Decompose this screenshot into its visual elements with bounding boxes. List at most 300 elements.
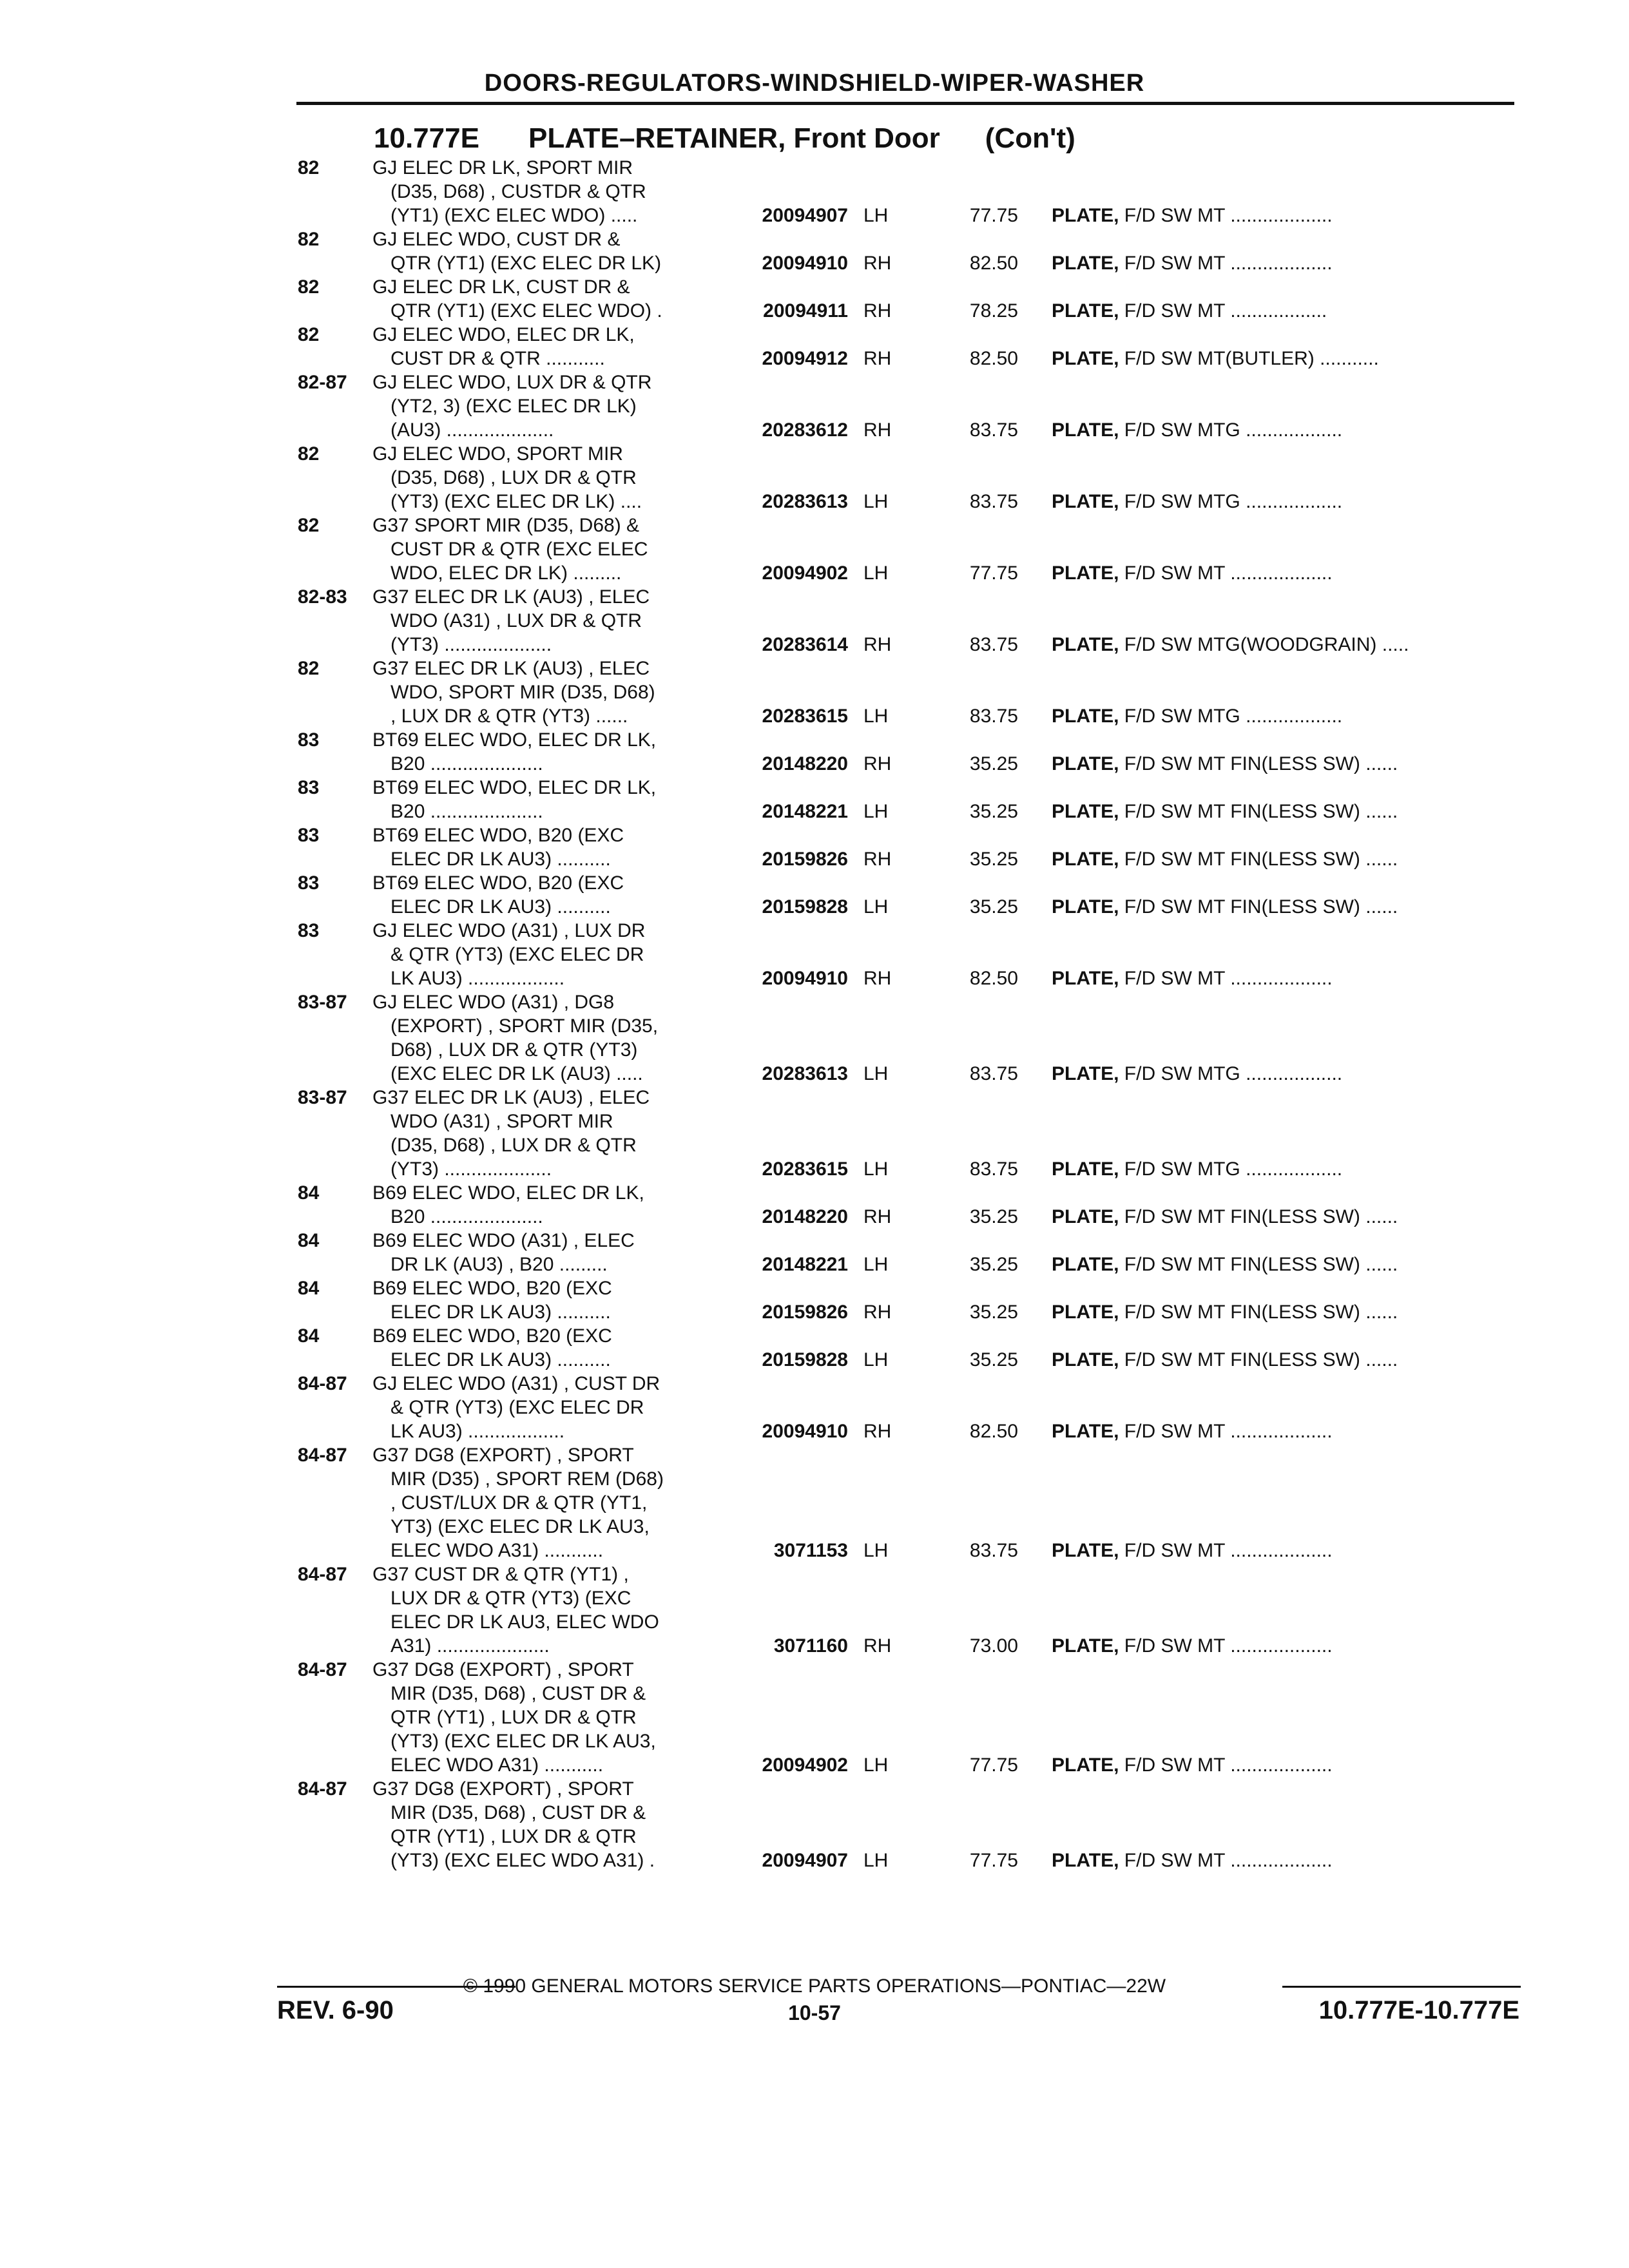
part-name-keyword: PLATE,	[1052, 968, 1119, 989]
parts-entry	[0, 1181, 1629, 1229]
part-name-detail: F/D SW MT ...................	[1119, 1850, 1333, 1871]
parts-entry-line	[0, 680, 1629, 704]
usage-description: YT3) (EXC ELEC DR LK AU3,	[390, 1516, 650, 1537]
side-code: LH	[863, 801, 889, 822]
parts-list	[0, 156, 1629, 1872]
model-year: 84-87	[298, 1564, 347, 1585]
part-name-detail: F/D SW MT ..................	[1119, 300, 1327, 322]
parts-entry-line	[0, 847, 1629, 871]
part-name-detail: F/D SW MT FIN(LESS SW) ......	[1119, 1206, 1398, 1227]
parts-entry-line	[0, 347, 1629, 370]
parts-entry	[0, 1372, 1629, 1443]
parts-entry-line	[0, 1300, 1629, 1324]
part-name-detail: F/D SW MT FIN(LESS SW) ......	[1119, 1254, 1398, 1275]
part-name	[1052, 1348, 1398, 1372]
parts-entry-line	[0, 990, 1629, 1014]
part-name-detail: F/D SW MT FIN(LESS SW) ......	[1119, 1349, 1398, 1370]
part-name	[1052, 1157, 1342, 1181]
part-name	[1052, 1539, 1333, 1562]
part-number: 20094910	[762, 968, 848, 989]
parts-entry-line	[0, 275, 1629, 299]
parts-entry	[0, 275, 1629, 323]
part-number: 20283615	[762, 706, 848, 727]
usage-description: (EXPORT) , SPORT MIR (D35,	[390, 1015, 659, 1037]
parts-entry-line	[0, 1014, 1629, 1038]
parts-entry-line	[0, 823, 1629, 847]
part-name-detail: F/D SW MT ...................	[1119, 253, 1333, 274]
usage-description: CUST DR & QTR (EXC ELEC	[390, 539, 648, 560]
part-name	[1052, 966, 1333, 990]
list-price: 35.25	[969, 1206, 1018, 1227]
list-price: 83.75	[969, 634, 1018, 655]
parts-entry-line	[0, 227, 1629, 251]
part-name	[1052, 1300, 1398, 1324]
parts-entry-line	[0, 1396, 1629, 1419]
parts-entry-line	[0, 418, 1629, 442]
parts-entry-line	[0, 657, 1629, 680]
model-year: 84	[298, 1182, 320, 1204]
part-name-keyword: PLATE,	[1052, 1206, 1119, 1227]
part-name-detail: F/D SW MTG ..................	[1119, 706, 1343, 727]
side-code: RH	[863, 253, 892, 274]
list-price: 35.25	[969, 849, 1018, 870]
parts-entry-line	[0, 1825, 1629, 1849]
parts-entry-line	[0, 323, 1629, 347]
parts-entry	[0, 1086, 1629, 1181]
parts-entry-line	[0, 442, 1629, 466]
part-number: 20148221	[762, 801, 848, 822]
part-name-detail: F/D SW MTG ..................	[1119, 1158, 1343, 1180]
part-number: 20283613	[762, 1063, 848, 1084]
part-name-detail: F/D SW MTG ..................	[1119, 1063, 1343, 1084]
model-year: 82-83	[298, 586, 347, 608]
parts-entry-line	[0, 1324, 1629, 1348]
parts-entry	[0, 776, 1629, 823]
footer-page-number: 10-57	[788, 2001, 841, 2024]
list-price: 83.75	[969, 1063, 1018, 1084]
part-number: 20094902	[762, 1754, 848, 1776]
part-name-detail: F/D SW MT ...................	[1119, 1421, 1333, 1442]
parts-entry-line	[0, 156, 1629, 180]
part-name-keyword: PLATE,	[1052, 706, 1119, 727]
part-name-keyword: PLATE,	[1052, 1850, 1119, 1871]
parts-entry	[0, 1229, 1629, 1276]
side-code: LH	[863, 205, 889, 226]
usage-description: (EXC ELEC DR LK (AU3) .....	[390, 1063, 643, 1084]
section-continued: (Con't)	[985, 122, 1075, 154]
usage-description: GJ ELEC WDO, CUST DR &	[372, 229, 621, 250]
part-number: 20159828	[762, 1349, 848, 1370]
part-name-keyword: PLATE,	[1052, 1349, 1119, 1370]
part-name-detail: F/D SW MT ...................	[1119, 1754, 1333, 1776]
usage-description: GJ ELEC WDO (A31) , CUST DR	[372, 1373, 660, 1394]
usage-description: (AU3) ....................	[390, 419, 554, 441]
parts-entry-line	[0, 514, 1629, 537]
part-name	[1052, 1253, 1398, 1276]
parts-entry-line	[0, 1038, 1629, 1062]
side-code: RH	[863, 1206, 892, 1227]
parts-entry-line	[0, 585, 1629, 609]
part-name	[1052, 490, 1342, 514]
part-name-detail: F/D SW MT FIN(LESS SW) ......	[1119, 801, 1398, 822]
usage-description: WDO, SPORT MIR (D35, D68)	[390, 682, 655, 703]
usage-description: G37 DG8 (EXPORT) , SPORT	[372, 1659, 634, 1680]
parts-entry-line	[0, 1467, 1629, 1491]
usage-description: LK AU3) ..................	[390, 1421, 565, 1442]
parts-entry	[0, 871, 1629, 919]
part-name-keyword: PLATE,	[1052, 491, 1119, 512]
usage-description: B20 .....................	[390, 753, 543, 774]
parts-entry-line	[0, 776, 1629, 800]
usage-description: (YT1) (EXC ELEC WDO) .....	[390, 205, 638, 226]
part-name-keyword: PLATE,	[1052, 1158, 1119, 1180]
side-code: LH	[863, 1754, 889, 1776]
side-code: RH	[863, 753, 892, 774]
side-code: RH	[863, 1421, 892, 1442]
part-name-detail: F/D SW MT FIN(LESS SW) ......	[1119, 849, 1398, 870]
usage-description: GJ ELEC WDO, ELEC DR LK,	[372, 324, 635, 345]
usage-description: ELEC DR LK AU3, ELEC WDO	[390, 1611, 659, 1633]
parts-entry-line	[0, 561, 1629, 585]
parts-entry-line	[0, 490, 1629, 514]
parts-entry-line	[0, 1610, 1629, 1634]
usage-description: ELEC DR LK AU3) ..........	[390, 1302, 611, 1323]
list-price: 35.25	[969, 801, 1018, 822]
parts-entry-line	[0, 728, 1629, 752]
part-number: 20094910	[762, 1421, 848, 1442]
side-code: RH	[863, 1302, 892, 1323]
parts-entry	[0, 1443, 1629, 1562]
part-name-keyword: PLATE,	[1052, 1635, 1119, 1657]
parts-entry-line	[0, 466, 1629, 490]
usage-description: (YT3) (EXC ELEC WDO A31) .	[390, 1850, 655, 1871]
parts-entry-line	[0, 1348, 1629, 1372]
parts-entry-line	[0, 251, 1629, 275]
usage-description: BT69 ELEC WDO, ELEC DR LK,	[372, 777, 657, 798]
model-year: 84-87	[298, 1445, 347, 1466]
usage-description: & QTR (YT3) (EXC ELEC DR	[390, 1397, 644, 1418]
usage-description: ELEC WDO A31) ...........	[390, 1754, 604, 1776]
page-header-title: DOORS-REGULATORS-WINDSHIELD-WIPER-WASHER	[484, 70, 1145, 97]
usage-description: QTR (YT1) , LUX DR & QTR	[390, 1826, 637, 1847]
usage-description: G37 CUST DR & QTR (YT1) ,	[372, 1564, 629, 1585]
part-number: 20148220	[762, 1206, 848, 1227]
model-year: 83	[298, 729, 320, 751]
part-name-keyword: PLATE,	[1052, 896, 1119, 918]
usage-description: (YT2, 3) (EXC ELEC DR LK)	[390, 396, 637, 417]
list-price: 83.75	[969, 491, 1018, 512]
model-year: 83	[298, 872, 320, 894]
part-name-detail: F/D SW MT FIN(LESS SW) ......	[1119, 1302, 1398, 1323]
parts-entry	[0, 585, 1629, 657]
parts-entry-line	[0, 1062, 1629, 1086]
part-number: 3071160	[773, 1635, 848, 1657]
usage-description: B20 .....................	[390, 801, 543, 822]
usage-description: B69 ELEC WDO, ELEC DR LK,	[372, 1182, 644, 1204]
parts-entry-line	[0, 1086, 1629, 1110]
side-code: LH	[863, 1540, 889, 1561]
parts-entry-line	[0, 1110, 1629, 1133]
part-name	[1052, 299, 1327, 323]
usage-description: ELEC DR LK AU3) ..........	[390, 849, 611, 870]
parts-entry-line	[0, 1253, 1629, 1276]
side-code: RH	[863, 968, 892, 989]
parts-entry	[0, 156, 1629, 227]
part-number: 3071153	[773, 1540, 848, 1561]
usage-description: BT69 ELEC WDO, B20 (EXC	[372, 872, 624, 894]
part-name	[1052, 251, 1333, 275]
parts-entry-line	[0, 919, 1629, 943]
list-price: 82.50	[969, 253, 1018, 274]
part-name-keyword: PLATE,	[1052, 1540, 1119, 1561]
part-name	[1052, 204, 1333, 227]
part-name-keyword: PLATE,	[1052, 1754, 1119, 1776]
usage-description: LUX DR & QTR (YT3) (EXC	[390, 1588, 631, 1609]
part-name	[1052, 895, 1398, 919]
part-number: 20148220	[762, 753, 848, 774]
usage-description: QTR (YT1) (EXC ELEC DR LK)	[390, 253, 662, 274]
part-name-keyword: PLATE,	[1052, 1421, 1119, 1442]
part-number: 20094902	[762, 562, 848, 584]
usage-description: (YT3) (EXC ELEC DR LK) ....	[390, 491, 642, 512]
usage-description: BT69 ELEC WDO, ELEC DR LK,	[372, 729, 657, 751]
part-number: 20283613	[762, 491, 848, 512]
part-name-detail: F/D SW MT(BUTLER) ...........	[1119, 348, 1379, 369]
part-name-keyword: PLATE,	[1052, 253, 1119, 274]
list-price: 77.75	[969, 1754, 1018, 1776]
usage-description: , CUST/LUX DR & QTR (YT1,	[390, 1492, 648, 1514]
footer-section-range: 10.777E-10.777E	[1318, 1996, 1519, 2024]
parts-entry-line	[0, 204, 1629, 227]
side-code: RH	[863, 849, 892, 870]
list-price: 83.75	[969, 1540, 1018, 1561]
parts-entry	[0, 1562, 1629, 1658]
model-year: 82	[298, 229, 320, 250]
parts-entry	[0, 227, 1629, 275]
usage-description: G37 ELEC DR LK (AU3) , ELEC	[372, 1087, 650, 1108]
list-price: 78.25	[969, 300, 1018, 322]
parts-entry-line	[0, 1515, 1629, 1539]
side-code: RH	[863, 348, 892, 369]
part-name-keyword: PLATE,	[1052, 753, 1119, 774]
usage-description: A31) .....................	[390, 1635, 550, 1657]
parts-entry	[0, 1276, 1629, 1324]
parts-entry-line	[0, 1801, 1629, 1825]
section-title: PLATE–RETAINER, Front Door	[528, 122, 940, 154]
list-price: 82.50	[969, 1421, 1018, 1442]
model-year: 83-87	[298, 992, 347, 1013]
list-price: 77.75	[969, 1850, 1018, 1871]
usage-description: GJ ELEC DR LK, CUST DR &	[372, 276, 630, 298]
parts-entry-line	[0, 1682, 1629, 1706]
parts-entry-line	[0, 1706, 1629, 1729]
parts-entry	[0, 1658, 1629, 1777]
usage-description: MIR (D35, D68) , CUST DR &	[390, 1802, 646, 1823]
parts-entry-line	[0, 1777, 1629, 1801]
part-name	[1052, 418, 1342, 442]
part-name-detail: F/D SW MTG ..................	[1119, 491, 1343, 512]
parts-entry-line	[0, 299, 1629, 323]
usage-description: (YT3) (EXC ELEC DR LK AU3,	[390, 1731, 656, 1752]
side-code: LH	[863, 706, 889, 727]
parts-entry	[0, 990, 1629, 1086]
parts-entry-line	[0, 1205, 1629, 1229]
usage-description: GJ ELEC WDO, LUX DR & QTR	[372, 372, 652, 393]
parts-entry-line	[0, 704, 1629, 728]
part-name-keyword: PLATE,	[1052, 348, 1119, 369]
parts-entry	[0, 370, 1629, 442]
part-name-keyword: PLATE,	[1052, 634, 1119, 655]
model-year: 84-87	[298, 1373, 347, 1394]
list-price: 73.00	[969, 1635, 1018, 1657]
model-year: 83	[298, 777, 320, 798]
parts-entry-line	[0, 1419, 1629, 1443]
list-price: 82.50	[969, 968, 1018, 989]
side-code: RH	[863, 1635, 892, 1657]
part-name	[1052, 752, 1398, 776]
parts-entry-line	[0, 943, 1629, 966]
part-name	[1052, 347, 1379, 370]
usage-description: & QTR (YT3) (EXC ELEC DR	[390, 944, 644, 965]
header-rule	[296, 102, 1514, 105]
list-price: 35.25	[969, 896, 1018, 918]
model-year: 84	[298, 1325, 320, 1347]
parts-entry-line	[0, 633, 1629, 657]
model-year: 84-87	[298, 1778, 347, 1800]
side-code: LH	[863, 1349, 889, 1370]
usage-description: MIR (D35) , SPORT REM (D68)	[390, 1468, 664, 1490]
parts-entry-line	[0, 1658, 1629, 1682]
part-number: 20094910	[762, 253, 848, 274]
usage-description: BT69 ELEC WDO, B20 (EXC	[372, 825, 624, 846]
list-price: 83.75	[969, 706, 1018, 727]
part-number: 20159826	[762, 1302, 848, 1323]
model-year: 84	[298, 1230, 320, 1251]
side-code: RH	[863, 419, 892, 441]
usage-description: G37 ELEC DR LK (AU3) , ELEC	[372, 586, 650, 608]
part-name	[1052, 633, 1409, 657]
model-year: 84-87	[298, 1659, 347, 1680]
part-number: 20283614	[762, 634, 848, 655]
parts-entry-line	[0, 966, 1629, 990]
usage-description: GJ ELEC DR LK, SPORT MIR	[372, 157, 633, 178]
usage-description: ELEC DR LK AU3) ..........	[390, 1349, 611, 1370]
part-name	[1052, 1849, 1333, 1872]
side-code: RH	[863, 300, 892, 322]
part-number: 20283612	[762, 419, 848, 441]
usage-description: D68) , LUX DR & QTR (YT3)	[390, 1039, 638, 1061]
usage-description: G37 SPORT MIR (D35, D68) &	[372, 515, 640, 536]
parts-entry-line	[0, 1133, 1629, 1157]
usage-description: GJ ELEC WDO, SPORT MIR	[372, 443, 623, 465]
side-code: LH	[863, 1158, 889, 1180]
parts-entry	[0, 1324, 1629, 1372]
part-name-detail: F/D SW MT FIN(LESS SW) ......	[1119, 896, 1398, 918]
usage-description: (D35, D68) , LUX DR & QTR	[390, 467, 637, 488]
list-price: 35.25	[969, 1254, 1018, 1275]
side-code: LH	[863, 1063, 889, 1084]
part-name	[1052, 1062, 1342, 1086]
section-number: 10.777E	[374, 122, 479, 154]
parts-entry-line	[0, 1372, 1629, 1396]
side-code: LH	[863, 1254, 889, 1275]
list-price: 77.75	[969, 562, 1018, 584]
parts-entry-line	[0, 1729, 1629, 1753]
usage-description: DR LK (AU3) , B20 .........	[390, 1254, 608, 1275]
model-year: 82-87	[298, 372, 347, 393]
part-name-keyword: PLATE,	[1052, 419, 1119, 441]
usage-description: B69 ELEC WDO, B20 (EXC	[372, 1278, 612, 1299]
usage-description: B20 .....................	[390, 1206, 543, 1227]
list-price: 35.25	[969, 1349, 1018, 1370]
parts-entry-line	[0, 1276, 1629, 1300]
parts-entry	[0, 442, 1629, 514]
parts-entry-line	[0, 1753, 1629, 1777]
part-name-detail: F/D SW MT ...................	[1119, 968, 1333, 989]
part-name	[1052, 561, 1333, 585]
usage-description: WDO (A31) , SPORT MIR	[390, 1111, 613, 1132]
part-number: 20148221	[762, 1254, 848, 1275]
section-heading	[374, 122, 1075, 155]
parts-entry	[0, 1777, 1629, 1872]
part-name-keyword: PLATE,	[1052, 849, 1119, 870]
usage-description: (YT3) ....................	[390, 634, 552, 655]
parts-entry-line	[0, 609, 1629, 633]
part-name-keyword: PLATE,	[1052, 1302, 1119, 1323]
list-price: 77.75	[969, 205, 1018, 226]
usage-description: CUST DR & QTR ...........	[390, 348, 605, 369]
parts-entry	[0, 514, 1629, 585]
parts-entry	[0, 728, 1629, 776]
usage-description: ELEC DR LK AU3) ..........	[390, 896, 611, 918]
model-year: 83	[298, 920, 320, 941]
parts-entry-line	[0, 370, 1629, 394]
parts-entry-line	[0, 394, 1629, 418]
model-year: 84	[298, 1278, 320, 1299]
part-name-detail: F/D SW MTG(WOODGRAIN) .....	[1119, 634, 1409, 655]
side-code: LH	[863, 491, 889, 512]
parts-entry-line	[0, 1443, 1629, 1467]
part-name	[1052, 1419, 1333, 1443]
usage-description: (D35, D68) , LUX DR & QTR	[390, 1135, 637, 1156]
usage-description: MIR (D35, D68) , CUST DR &	[390, 1683, 646, 1704]
part-number: 20283615	[762, 1158, 848, 1180]
side-code: LH	[863, 1850, 889, 1871]
model-year: 82	[298, 324, 320, 345]
part-name-detail: F/D SW MT FIN(LESS SW) ......	[1119, 753, 1398, 774]
part-name-keyword: PLATE,	[1052, 801, 1119, 822]
part-name	[1052, 704, 1342, 728]
part-number: 20159828	[762, 896, 848, 918]
list-price: 82.50	[969, 348, 1018, 369]
list-price: 35.25	[969, 753, 1018, 774]
parts-entry-line	[0, 1586, 1629, 1610]
usage-description: WDO (A31) , LUX DR & QTR	[390, 610, 642, 631]
usage-description: QTR (YT1) , LUX DR & QTR	[390, 1707, 637, 1728]
parts-entry-line	[0, 1181, 1629, 1205]
usage-description: G37 DG8 (EXPORT) , SPORT	[372, 1445, 634, 1466]
usage-description: GJ ELEC WDO (A31) , DG8	[372, 992, 615, 1013]
model-year: 82	[298, 276, 320, 298]
parts-entry-line	[0, 1634, 1629, 1658]
usage-description: (D35, D68) , CUSTDR & QTR	[390, 181, 646, 202]
parts-entry	[0, 919, 1629, 990]
part-name	[1052, 847, 1398, 871]
part-number: 20094907	[762, 1850, 848, 1871]
model-year: 83-87	[298, 1087, 347, 1108]
usage-description: G37 DG8 (EXPORT) , SPORT	[372, 1778, 634, 1800]
parts-entry-line	[0, 1491, 1629, 1515]
